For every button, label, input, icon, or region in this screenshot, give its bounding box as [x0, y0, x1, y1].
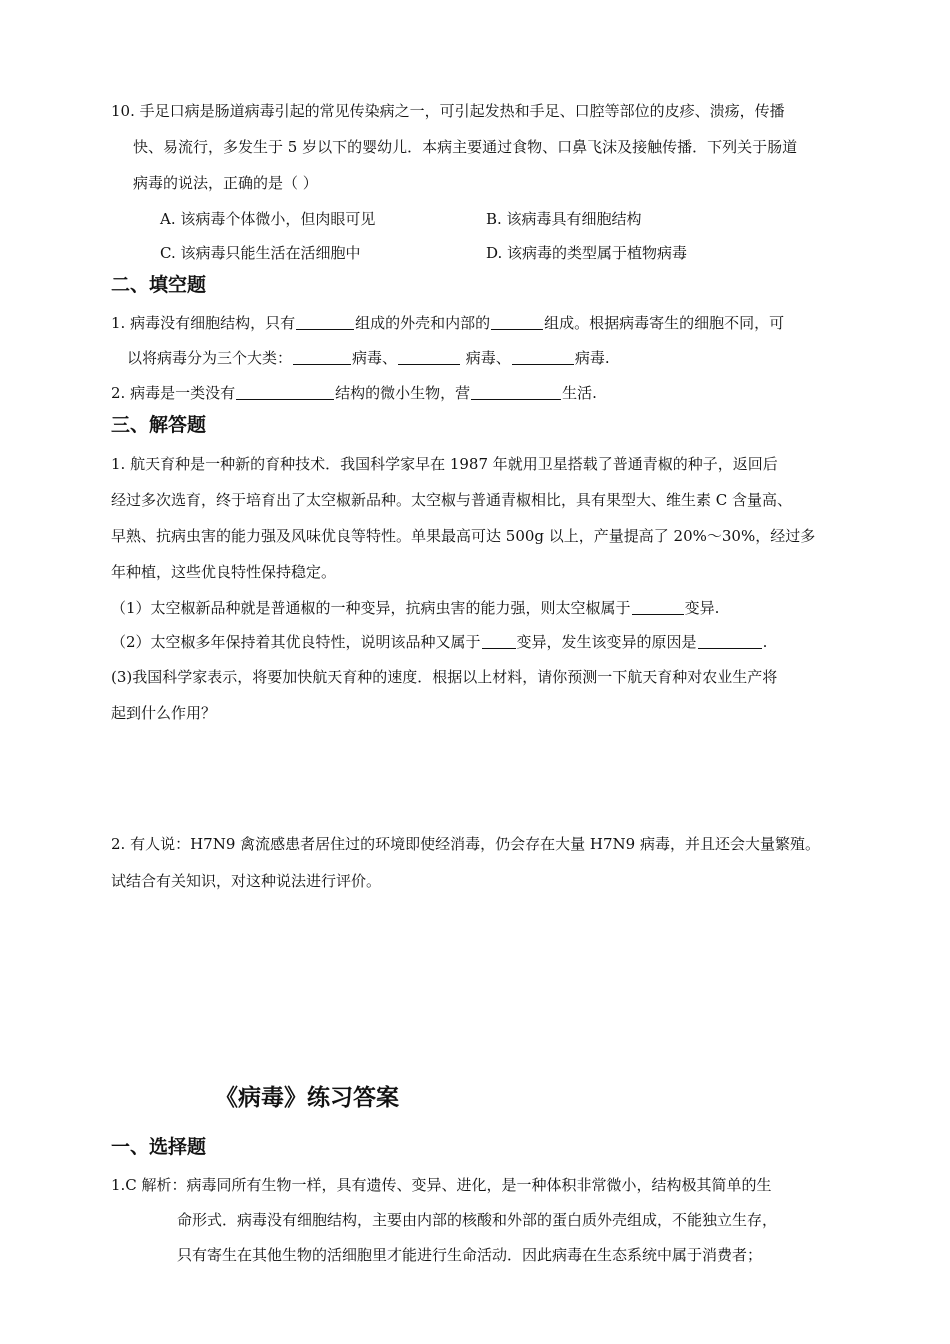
s2-q1-text-a: 1. 病毒没有细胞结构，只有 [111, 314, 296, 332]
section-heading-fill-blank: 二、填空题 [111, 274, 207, 296]
answer-blank[interactable] [698, 632, 762, 649]
s3-q1-line-1: 1. 航天育种是一种新的育种技术．我国科学家早在 1987 年就用卫星搭载了普通青椒的种子，返回后 [111, 455, 778, 473]
s2-q1-text-c: 组成。根据病毒寄生的细胞不同，可 [544, 314, 785, 332]
s3-q1-sub2-text-a: （2）太空椒多年保持着其优良特性，说明该品种又属于 [111, 633, 481, 651]
q10-option-c: C. 该病毒只能生活在活细胞中 [160, 244, 361, 262]
s3-q1-line-2: 经过多次选育，终于培育出了太空椒新品种。太空椒与普通青椒相比，具有果型大、维生素 C 含量高、 [111, 491, 793, 509]
s2-q1-text-d: 以将病毒分为三个大类： [127, 349, 293, 367]
answer-blank[interactable] [471, 383, 561, 400]
s2-q2-text-a: 2. 病毒是一类没有 [111, 384, 236, 402]
s2-q2-line [111, 382, 597, 404]
answer-blank[interactable] [491, 313, 543, 330]
s3-q1-sub1 [111, 597, 719, 619]
answer-blank[interactable] [632, 598, 684, 615]
answer-blank[interactable] [296, 313, 354, 330]
s3-q1-sub1-text-a: （1）太空椒新品种就是普通椒的一种变异，抗病虫害的能力强，则太空椒属于 [111, 599, 631, 617]
s2-q2-text-c: 生活. [562, 384, 597, 402]
s3-q1-sub1-text-b: 变异. [684, 599, 720, 617]
s2-q1-text-f: 病毒、 [461, 349, 511, 367]
s2-q1-line-2 [127, 347, 610, 369]
answer-blank[interactable] [482, 632, 516, 649]
answer-1-line-3: 只有寄生在其他生物的活细胞里才能进行生命活动．因此病毒在生态系统中属于消费者； [177, 1246, 763, 1264]
answer-blank[interactable] [293, 348, 351, 365]
s2-q1-text-b: 组成的外壳和内部的 [355, 314, 491, 332]
s3-q1-sub3-line-2: 起到什么作用？ [111, 704, 217, 722]
s3-q1-sub2-text-c: . [762, 633, 768, 651]
s2-q1-text-e: 病毒、 [352, 349, 398, 367]
q10-option-b: B. 该病毒具有细胞结构 [486, 210, 642, 228]
q10-line-3: 病毒的说法，正确的是（ ） [133, 174, 318, 192]
s3-q1-sub2 [111, 631, 767, 653]
answers-title: 《病毒》练习答案 [215, 1085, 399, 1111]
s2-q1-text-g: 病毒. [574, 349, 610, 367]
s3-q1-sub3-line-1: (3)我国科学家表示，将要加快航天育种的速度．根据以上材料，请你预测一下航天育种对农业生产将 [111, 668, 778, 686]
s2-q1-line-1 [111, 312, 784, 334]
s3-q2-line-2: 试结合有关知识，对这种说法进行评价。 [111, 872, 382, 890]
answer-blank[interactable] [236, 383, 334, 400]
q10-option-d: D. 该病毒的类型属于植物病毒 [486, 244, 688, 262]
q10-line-1: 10. 手足口病是肠道病毒引起的常见传染病之一，可引起发热和手足、口腔等部位的皮疹、溃疡，传播 [111, 102, 785, 120]
answer-blank[interactable] [398, 348, 460, 365]
s3-q1-line-3: 早熟、抗病虫害的能力强及风味优良等特性。单果最高可达 500g 以上，产量提高了 20%～30%，经过多 [111, 527, 816, 545]
s2-q2-text-b: 结构的微小生物，营 [335, 384, 471, 402]
s3-q1-sub2-text-b: 变异，发生该变异的原因是 [516, 633, 697, 651]
answers-section-heading-choice: 一、选择题 [111, 1136, 207, 1158]
q10-option-a: A. 该病毒个体微小，但肉眼可见 [160, 210, 376, 228]
answer-1-line-1: 1.C 解析：病毒同所有生物一样，具有遗传、变异、进化，是一种体积非常微小，结构极其简单的生 [111, 1176, 772, 1194]
answer-blank[interactable] [512, 348, 574, 365]
s3-q2-line-1: 2. 有人说：H7N9 禽流感患者居住过的环境即使经消毒，仍会存在大量 H7N9 病毒，并且还会大量繁殖。 [111, 835, 820, 853]
answer-1-line-2: 命形式．病毒没有细胞结构，主要由内部的核酸和外部的蛋白质外壳组成，不能独立生存， [177, 1211, 778, 1229]
s3-q1-line-4: 年种植，这些优良特性保持稳定。 [111, 563, 337, 581]
section-heading-short-answer: 三、解答题 [111, 414, 207, 436]
q10-line-2: 快、易流行，多发生于 5 岁以下的婴幼儿．本病主要通过食物、口鼻飞沫及接触传播．下列关于肠道 [133, 138, 798, 156]
